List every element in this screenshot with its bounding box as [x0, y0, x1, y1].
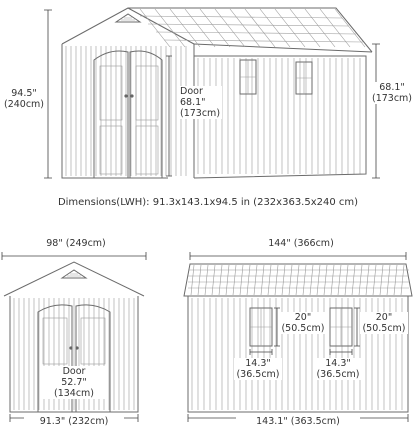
- top-height-label: [2, 88, 46, 110]
- br-window-right-h-in: 20": [375, 312, 393, 323]
- bl-bottom-width-in: 91.3": [39, 416, 66, 427]
- br-window-right-h-cm: (50.5cm): [362, 323, 406, 334]
- br-bottom-width-label: [236, 416, 360, 427]
- bl-door-cm: (134cm): [53, 388, 95, 399]
- br-window-right-w-cm: (36.5cm): [316, 369, 360, 380]
- br-window-right-w-in: 14.3": [325, 358, 351, 369]
- br-top-width-in: 144": [268, 238, 291, 249]
- bl-door-label: [42, 366, 106, 399]
- bottom-right-shed-drawing: [184, 252, 412, 422]
- top-wall-label: [370, 82, 414, 104]
- bl-bottom-width-label: [24, 416, 124, 427]
- br-window-left-w-cm: (36.5cm): [236, 369, 280, 380]
- br-window-left-h-cm: (50.5cm): [281, 323, 325, 334]
- top-wall-in: 68.1": [379, 82, 405, 93]
- top-door-cm: (173cm): [180, 108, 221, 119]
- bl-bottom-width-cm: (232cm): [68, 416, 109, 427]
- top-wall-cm: (173cm): [371, 93, 413, 104]
- top-height-cm: (240cm): [3, 99, 45, 110]
- bottom-right-roof-texture: [188, 265, 409, 295]
- top-roof-texture: [140, 9, 365, 47]
- bl-top-width-in: 98": [46, 238, 63, 249]
- br-window-left-w-in: 14.3": [245, 358, 271, 369]
- br-window-left-height-label: [280, 312, 326, 334]
- bl-top-width-cm: (249cm): [65, 238, 106, 249]
- br-window-left-width-label: [234, 358, 282, 380]
- top-door-in: 68.1": [180, 97, 206, 108]
- br-top-width-label: [256, 238, 346, 249]
- br-window-right-width-label: [314, 358, 362, 380]
- bl-top-width-label: [36, 238, 116, 249]
- br-window-right-height-label: [360, 312, 408, 334]
- br-bottom-width-cm: (363.5cm): [290, 416, 340, 427]
- bl-door-title: Door: [62, 366, 86, 377]
- top-height-in: 94.5": [11, 88, 37, 99]
- br-bottom-width-in: 143.1": [256, 416, 288, 427]
- bl-door-in: 52.7": [61, 377, 87, 388]
- top-door-title: Door: [180, 86, 203, 97]
- top-door-label: [178, 86, 222, 119]
- br-window-left-h-in: 20": [294, 312, 312, 323]
- br-top-width-cm: (366cm): [293, 238, 334, 249]
- dimensions-summary: Dimensions(LWH): 91.3x143.1x94.5 in (232x363.5x240 cm): [57, 197, 359, 208]
